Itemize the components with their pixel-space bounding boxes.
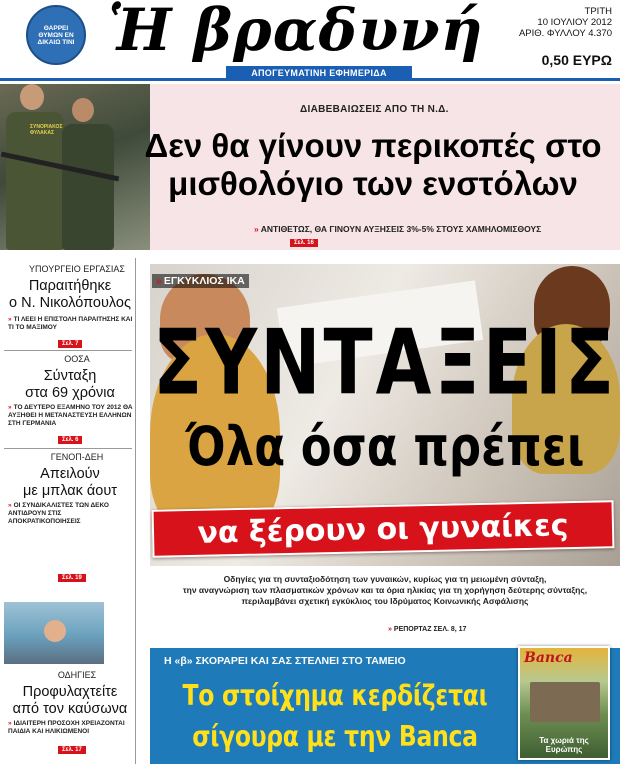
- chevron-right-icon: »: [254, 224, 259, 234]
- sidebar-divider: [4, 350, 132, 351]
- sidebar-item-title[interactable]: [4, 368, 136, 402]
- sidebar-title-line1: Σύνταξη: [43, 368, 97, 384]
- chevron-right-icon: »: [8, 502, 12, 509]
- main-story-kicker: [152, 274, 249, 288]
- promo-headline[interactable]: [152, 675, 518, 757]
- sidebar-page-tag[interactable]: Σελ. 19: [58, 574, 86, 582]
- issue-number: ΑΡΙΘ. ΦΥΛΛΟΥ 4.370: [518, 28, 612, 39]
- sidebar-item-title[interactable]: [4, 684, 136, 718]
- sidebar-title-line1: Απειλούν: [40, 466, 100, 482]
- top-story-sub: [254, 224, 541, 234]
- sidebar-title-line2: στα 69 χρόνια: [25, 385, 115, 401]
- sidebar-item-kicker: ΟΔΗΓΙΕΣ: [57, 670, 97, 680]
- soldier-head: [20, 84, 44, 110]
- sidebar: [0, 258, 136, 764]
- sidebar-note-text: ΟΙ ΣΥΝΔΙΚΑΛΙΣΤΕΣ ΤΩΝ ΔΕΚΟ ΑΝΤΙΔΡΟΥΝ ΣΤΙΣ ΑΠΟΚΡΑΤΙΚΟΠΟΙΗΣΕΙΣ: [8, 502, 109, 525]
- chevron-right-icon: »: [388, 626, 392, 633]
- sidebar-note-text: ΤΙ ΛΕΕΙ Η ΕΠΙΣΤΟΛΗ ΠΑΡΑΙΤΗΣΗΣ ΚΑΙ ΤΙ ΤΟ ΜΑΞΙΜΟΥ: [8, 316, 133, 331]
- sidebar-item-note: [8, 316, 134, 332]
- chevron-right-icon: »: [8, 404, 12, 411]
- chevron-right-icon: »: [8, 316, 12, 323]
- main-headline-red-box: να ξέρουν οι γυναίκες: [152, 500, 615, 558]
- top-headline-line2: μισθολόγιο των ενστόλων: [168, 165, 578, 202]
- child-figure: [44, 620, 66, 642]
- sidebar-title-line2: ο Ν. Νικολόπουλος: [9, 295, 131, 311]
- magazine-cover-line: Τα χωριά της Ευρώπης: [539, 736, 589, 754]
- issue-price: 0,50 ΕΥΡΩ: [541, 52, 612, 68]
- promo-headline-line2: σίγουρα με την Banca: [192, 719, 478, 753]
- masthead-subtitle: ΑΠΟΓΕΥΜΑΤΙΝΗ ΕΦΗΜΕΡΙΔΑ: [226, 66, 412, 80]
- soldier-figure: [62, 124, 114, 250]
- deck-line: Οδηγίες για τη συνταξιοδότηση των γυναικών, κυρίως για τη μειωμένη σύνταξη,: [223, 574, 547, 584]
- soldier-head: [72, 98, 94, 122]
- main-story-deck: [150, 574, 620, 607]
- chevron-right-icon: »: [8, 720, 12, 727]
- top-story-page-tag[interactable]: Σελ. 16: [290, 239, 318, 247]
- village-house: [530, 682, 600, 722]
- masthead-seal: [26, 5, 86, 65]
- sidebar-note-text: ΙΔΙΑΙΤΕΡΗ ΠΡΟΣΟΧΗ ΧΡΕΙΑΖΟΝΤΑΙ ΠΑΙΔΙΑ ΚΑΙ ΗΛΙΚΙΩΜΕΝΟΙ: [8, 720, 125, 735]
- main-story-ref[interactable]: [388, 626, 466, 633]
- issue-meta: [519, 6, 612, 39]
- sidebar-title-line1: Παραιτήθηκε: [28, 278, 112, 294]
- sidebar-item-kicker: ΓΕΝΟΠ-ΔΕΗ: [50, 452, 104, 462]
- sidebar-title-line2: με μπλακ άουτ: [22, 483, 117, 499]
- main-headline-second: Όλα όσα πρέπει: [185, 414, 585, 478]
- sidebar-title-line1: Προφυλαχτείτε: [22, 684, 118, 700]
- sidebar-page-tag[interactable]: Σελ. 6: [58, 436, 82, 444]
- masthead-rule: [0, 78, 620, 81]
- sidebar-note-text: ΤΟ ΔΕΥΤΕΡΟ ΕΞΑΜΗΝΟ ΤΟΥ 2012 ΘΑ ΑΥΞΗΘΕΙ Η ΜΕΤΑΝΑΣΤΕΥΣΗ ΕΛΛΗΝΩΝ ΣΤΗ ΓΕΡΜΑΝΙΑ: [8, 404, 133, 427]
- main-headline[interactable]: ΣΥΝΤΑΞΕΙΣ: [152, 309, 618, 415]
- magazine-cover[interactable]: [518, 646, 610, 760]
- promo-kicker: Η «β» ΣΚΟΡΑΡΕΙ ΚΑΙ ΣΑΣ ΣΤΕΛΝΕΙ ΣΤΟ ΤΑΜΕΙΟ: [164, 655, 406, 667]
- sidebar-item-kicker: ΥΠΟΥΡΓΕΙΟ ΕΡΓΑΣΙΑΣ: [29, 264, 125, 274]
- top-headline-line1: Δεν θα γίνουν περικοπές στο: [144, 127, 602, 164]
- sidebar-divider: [4, 448, 132, 449]
- issue-date: 10 ΙΟΥΛΙΟΥ 2012: [537, 17, 612, 28]
- sidebar-page-tag[interactable]: Σελ. 17: [58, 746, 86, 754]
- sidebar-item-note: [8, 502, 134, 526]
- sidebar-item-title[interactable]: [4, 278, 136, 312]
- deck-line: την αναγνώριση των πλασματικών χρόνων και τα όρια ηλικίας για τη χορήγηση δεύτερης σύνταξης,: [182, 585, 588, 595]
- issue-day: ΤΡΙΤΗ: [584, 6, 612, 17]
- deck-line: περιλαμβάνει σχετική εγκύκλιος του Ιδρύματος Κοινωνικής Ασφάλισης: [241, 596, 529, 606]
- newspaper-logo[interactable]: Ἡ βραδυνή: [108, 0, 484, 64]
- sidebar-item-kicker: ΟΟΣΑ: [64, 354, 90, 364]
- sidebar-item-note: [8, 720, 134, 736]
- main-kicker-text: ΕΓΚΥΚΛΙΟΣ ΙΚΑ: [163, 275, 245, 287]
- seal-text: ΘΑΡΡΕΙ ΘΥΜΩΝ ΕΝ ΔΙΚΑΙΩ ΤΙΝΙ: [37, 24, 75, 46]
- promo-headline-line1: Το στοίχημα κερδίζεται: [182, 678, 488, 713]
- sidebar-page-tag[interactable]: Σελ. 7: [58, 340, 82, 348]
- magazine-title: Banca: [524, 650, 573, 666]
- sidebar-item-note: [8, 404, 134, 428]
- chevron-right-icon: »: [156, 275, 162, 287]
- sidebar-title-line2: από τον καύσωνα: [12, 701, 128, 717]
- top-story-headline[interactable]: [126, 127, 620, 203]
- patch-label: ΣΥΝΟΡΙΑΚΟΣ ΦΥΛΑΚΑΣ: [30, 124, 63, 136]
- top-story-kicker: ΔΙΑΒΕΒΑΙΩΣΕΙΣ ΑΠΟ ΤΗ Ν.Δ.: [300, 104, 449, 115]
- top-story-sub-text: ΑΝΤΙΘΕΤΩΣ, ΘΑ ΓΙΝΟΥΝ ΑΥΞΗΣΕΙΣ 3%-5% ΣΤΟΥΣ ΧΑΜΗΛΟΜΙΣΘΟΥΣ: [260, 224, 542, 234]
- sidebar-item-title[interactable]: [4, 466, 136, 500]
- heatwave-photo: [4, 602, 104, 664]
- main-ref-text: ΡΕΠΟΡΤΑΖ ΣΕΛ. 8, 17: [393, 626, 467, 633]
